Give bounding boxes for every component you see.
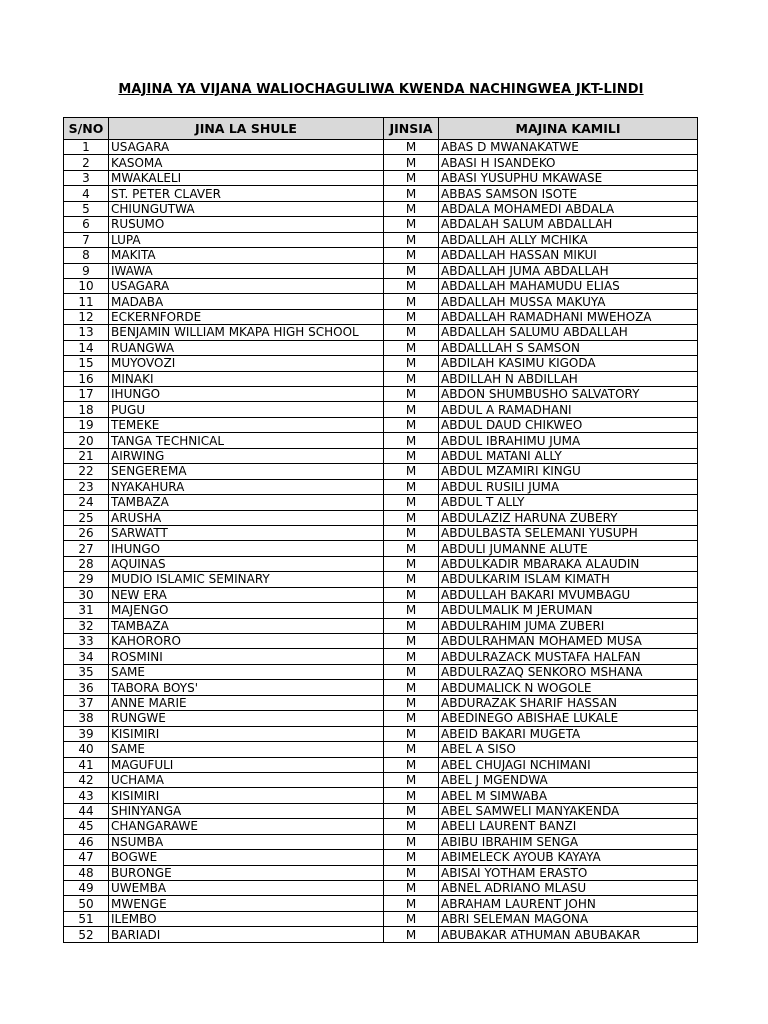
table-row [64,695,698,710]
header-school: JINA LA SHULE [109,118,384,140]
table-row [64,340,698,355]
cell-sno: 51 [64,911,109,926]
cell-school: TAMBAZA [109,495,384,510]
cell-gender: M [384,881,439,896]
cell-school: ANNE MARIE [109,695,384,710]
cell-full-name: ABDULMALIK M JERUMAN [439,603,698,618]
cell-gender: M [384,263,439,278]
table-row [64,371,698,386]
cell-school: BENJAMIN WILLIAM MKAPA HIGH SCHOOL [109,325,384,340]
cell-gender: M [384,371,439,386]
cell-sno: 37 [64,695,109,710]
table-row [64,140,698,155]
cell-school: KASOMA [109,155,384,170]
cell-full-name: ABDALA MOHAMEDI ABDALA [439,201,698,216]
table-row [64,881,698,896]
cell-sno: 42 [64,772,109,787]
cell-sno: 5 [64,201,109,216]
cell-full-name: ABBAS SAMSON ISOTE [439,186,698,201]
table-row [64,618,698,633]
cell-sno: 39 [64,726,109,741]
cell-sno: 47 [64,850,109,865]
table-row [64,927,698,942]
cell-gender: M [384,387,439,402]
cell-school: RUSUMO [109,217,384,232]
cell-full-name: ABDURAZAK SHARIF HASSAN [439,695,698,710]
cell-sno: 10 [64,278,109,293]
cell-gender: M [384,865,439,880]
cell-school: SAME [109,664,384,679]
cell-school: SHINYANGA [109,803,384,818]
cell-school: SAME [109,742,384,757]
cell-full-name: ABEL A SISO [439,742,698,757]
cell-gender: M [384,850,439,865]
table-row [64,464,698,479]
table-body [64,140,698,943]
cell-school: MADABA [109,294,384,309]
cell-full-name: ABDUMALICK N WOGOLE [439,680,698,695]
table-row [64,587,698,602]
table-header-row [64,118,698,140]
table-row [64,525,698,540]
cell-school: SENGEREMA [109,464,384,479]
table-row [64,556,698,571]
table-row [64,325,698,340]
cell-full-name: ABEL CHUJAGI NCHIMANI [439,757,698,772]
cell-sno: 18 [64,402,109,417]
cell-sno: 27 [64,541,109,556]
table-row [64,263,698,278]
cell-sno: 44 [64,803,109,818]
cell-sno: 9 [64,263,109,278]
cell-school: NEW ERA [109,587,384,602]
table-row [64,788,698,803]
cell-school: MWAKALELI [109,170,384,185]
cell-sno: 29 [64,572,109,587]
cell-sno: 15 [64,356,109,371]
table-row [64,402,698,417]
cell-school: PUGU [109,402,384,417]
table-row [64,680,698,695]
cell-gender: M [384,788,439,803]
cell-gender: M [384,402,439,417]
cell-full-name: ABDULI JUMANNE ALUTE [439,541,698,556]
students-table [63,117,698,943]
cell-gender: M [384,140,439,155]
cell-sno: 8 [64,248,109,263]
cell-school: KAHORORO [109,634,384,649]
cell-school: KISIMIRI [109,788,384,803]
cell-gender: M [384,417,439,432]
cell-school: UCHAMA [109,772,384,787]
cell-full-name: ABEL M SIMWABA [439,788,698,803]
cell-sno: 28 [64,556,109,571]
cell-sno: 43 [64,788,109,803]
cell-school: IHUNGO [109,541,384,556]
cell-full-name: ABIMELECK AYOUB KAYAYA [439,850,698,865]
cell-gender: M [384,309,439,324]
cell-sno: 11 [64,294,109,309]
table-row [64,294,698,309]
cell-sno: 2 [64,155,109,170]
cell-gender: M [384,448,439,463]
cell-school: TEMEKE [109,417,384,432]
cell-sno: 3 [64,170,109,185]
cell-gender: M [384,680,439,695]
table-row [64,803,698,818]
cell-gender: M [384,525,439,540]
cell-gender: M [384,186,439,201]
cell-gender: M [384,433,439,448]
cell-gender: M [384,232,439,247]
cell-school: AIRWING [109,448,384,463]
cell-full-name: ABDULRAHIM JUMA ZUBERI [439,618,698,633]
header-gender: JINSIA [384,118,439,140]
cell-full-name: ABDUL IBRAHIMU JUMA [439,433,698,448]
cell-gender: M [384,495,439,510]
cell-school: SARWATT [109,525,384,540]
cell-school: RUNGWE [109,711,384,726]
table-row [64,865,698,880]
cell-sno: 1 [64,140,109,155]
cell-full-name: ABDUL MATANI ALLY [439,448,698,463]
cell-gender: M [384,340,439,355]
cell-gender: M [384,587,439,602]
cell-gender: M [384,325,439,340]
cell-full-name: ABDULKADIR MBARAKA ALAUDIN [439,556,698,571]
cell-sno: 14 [64,340,109,355]
cell-full-name: ABDULLAH BAKARI MVUMBAGU [439,587,698,602]
cell-school: MAGUFULI [109,757,384,772]
table-row [64,772,698,787]
table-row [64,495,698,510]
cell-sno: 21 [64,448,109,463]
cell-sno: 6 [64,217,109,232]
cell-full-name: ABDILAH KASIMU KIGODA [439,356,698,371]
cell-full-name: ABDUL T ALLY [439,495,698,510]
cell-gender: M [384,649,439,664]
cell-school: UWEMBA [109,881,384,896]
cell-full-name: ABRI SELEMAN MAGONA [439,911,698,926]
cell-school: MAKITA [109,248,384,263]
cell-gender: M [384,726,439,741]
cell-full-name: ABDILLAH N ABDILLAH [439,371,698,386]
table-row [64,664,698,679]
cell-school: TANGA TECHNICAL [109,433,384,448]
table-row [64,541,698,556]
cell-school: USAGARA [109,140,384,155]
cell-sno: 13 [64,325,109,340]
cell-gender: M [384,618,439,633]
cell-sno: 52 [64,927,109,942]
table-row [64,819,698,834]
cell-full-name: ABDALLLAH S SAMSON [439,340,698,355]
cell-school: IHUNGO [109,387,384,402]
cell-gender: M [384,170,439,185]
cell-sno: 38 [64,711,109,726]
table-row [64,155,698,170]
cell-gender: M [384,834,439,849]
cell-full-name: ABDUL MZAMIRI KINGU [439,464,698,479]
cell-sno: 23 [64,479,109,494]
cell-sno: 24 [64,495,109,510]
cell-sno: 20 [64,433,109,448]
table-row [64,387,698,402]
cell-gender: M [384,510,439,525]
cell-sno: 46 [64,834,109,849]
cell-sno: 19 [64,417,109,432]
cell-sno: 22 [64,464,109,479]
cell-gender: M [384,356,439,371]
cell-full-name: ABNEL ADRIANO MLASU [439,881,698,896]
cell-sno: 33 [64,634,109,649]
cell-gender: M [384,278,439,293]
cell-school: NYAKAHURA [109,479,384,494]
cell-full-name: ABDALLAH RAMADHANI MWEHOZA [439,309,698,324]
table-row [64,757,698,772]
table-row [64,711,698,726]
cell-full-name: ABDULRAZAQ SENKORO MSHANA [439,664,698,679]
cell-full-name: ABDALLAH HASSAN MIKUI [439,248,698,263]
cell-school: KISIMIRI [109,726,384,741]
cell-gender: M [384,772,439,787]
cell-full-name: ABEDINEGO ABISHAE LUKALE [439,711,698,726]
table-row [64,201,698,216]
cell-full-name: ABDULKARIM ISLAM KIMATH [439,572,698,587]
cell-gender: M [384,803,439,818]
cell-full-name: ABDULBASTA SELEMANI YUSUPH [439,525,698,540]
cell-school: TABORA BOYS' [109,680,384,695]
table-row [64,634,698,649]
cell-sno: 40 [64,742,109,757]
cell-sno: 32 [64,618,109,633]
cell-gender: M [384,911,439,926]
table-row [64,850,698,865]
cell-full-name: ABASI YUSUPHU MKAWASE [439,170,698,185]
table-row [64,603,698,618]
cell-gender: M [384,556,439,571]
cell-gender: M [384,541,439,556]
cell-full-name: ABDUL RUSILI JUMA [439,479,698,494]
header-sno: S/NO [64,118,109,140]
cell-full-name: ABELI LAURENT BANZI [439,819,698,834]
cell-full-name: ABEL J MGENDWA [439,772,698,787]
cell-full-name: ABDALLAH SALUMU ABDALLAH [439,325,698,340]
cell-full-name: ABDALAH SALUM ABDALLAH [439,217,698,232]
table-row [64,726,698,741]
cell-sno: 48 [64,865,109,880]
cell-school: TAMBAZA [109,618,384,633]
table-row [64,248,698,263]
cell-full-name: ABEL SAMWELI MANYAKENDA [439,803,698,818]
table-row [64,479,698,494]
table-row [64,448,698,463]
cell-school: ST. PETER CLAVER [109,186,384,201]
cell-sno: 17 [64,387,109,402]
cell-sno: 49 [64,881,109,896]
cell-full-name: ABUBAKAR ATHUMAN ABUBAKAR [439,927,698,942]
cell-school: NSUMBA [109,834,384,849]
table-row [64,742,698,757]
cell-full-name: ABDUL A RAMADHANI [439,402,698,417]
cell-sno: 26 [64,525,109,540]
table-row [64,278,698,293]
cell-full-name: ABISAI YOTHAM ERASTO [439,865,698,880]
cell-school: CHANGARAWE [109,819,384,834]
cell-sno: 36 [64,680,109,695]
cell-school: ARUSHA [109,510,384,525]
cell-school: USAGARA [109,278,384,293]
table-row [64,510,698,525]
cell-gender: M [384,248,439,263]
table-row [64,911,698,926]
cell-gender: M [384,695,439,710]
table-row [64,217,698,232]
cell-sno: 7 [64,232,109,247]
cell-full-name: ABDALLAH MAHAMUDU ELIAS [439,278,698,293]
cell-school: ECKERNFORDE [109,309,384,324]
cell-sno: 16 [64,371,109,386]
cell-gender: M [384,634,439,649]
cell-gender: M [384,603,439,618]
cell-sno: 35 [64,664,109,679]
cell-gender: M [384,464,439,479]
table-row [64,232,698,247]
cell-full-name: ABDALLAH ALLY MCHIKA [439,232,698,247]
table-row [64,186,698,201]
cell-school: ROSMINI [109,649,384,664]
cell-school: ILEMBO [109,911,384,926]
cell-full-name: ABDON SHUMBUSHO SALVATORY [439,387,698,402]
cell-gender: M [384,711,439,726]
cell-school: BARIADI [109,927,384,942]
cell-full-name: ABDULAZIZ HARUNA ZUBERY [439,510,698,525]
cell-full-name: ABRAHAM LAURENT JOHN [439,896,698,911]
cell-gender: M [384,757,439,772]
table-row [64,309,698,324]
cell-full-name: ABDALLAH JUMA ABDALLAH [439,263,698,278]
cell-gender: M [384,896,439,911]
cell-school: MWENGE [109,896,384,911]
cell-school: BURONGE [109,865,384,880]
cell-sno: 25 [64,510,109,525]
cell-gender: M [384,819,439,834]
table-row [64,834,698,849]
cell-sno: 45 [64,819,109,834]
cell-school: MINAKI [109,371,384,386]
cell-school: BOGWE [109,850,384,865]
cell-gender: M [384,155,439,170]
cell-full-name: ABIBU IBRAHIM SENGA [439,834,698,849]
cell-full-name: ABASI H ISANDEKO [439,155,698,170]
cell-sno: 34 [64,649,109,664]
table-row [64,572,698,587]
cell-school: IWAWA [109,263,384,278]
cell-gender: M [384,294,439,309]
cell-gender: M [384,217,439,232]
cell-full-name: ABDULRAHMAN MOHAMED MUSA [439,634,698,649]
header-full-name: MAJINA KAMILI [439,118,698,140]
cell-school: LUPA [109,232,384,247]
cell-sno: 41 [64,757,109,772]
cell-sno: 4 [64,186,109,201]
table-row [64,170,698,185]
cell-full-name: ABEID BAKARI MUGETA [439,726,698,741]
cell-sno: 31 [64,603,109,618]
cell-sno: 12 [64,309,109,324]
table-row [64,896,698,911]
cell-sno: 30 [64,587,109,602]
cell-school: CHIUNGUTWA [109,201,384,216]
table-row [64,356,698,371]
cell-school: MUYOVOZI [109,356,384,371]
cell-full-name: ABDUL DAUD CHIKWEO [439,417,698,432]
cell-gender: M [384,664,439,679]
cell-gender: M [384,927,439,942]
cell-full-name: ABDALLAH MUSSA MAKUYA [439,294,698,309]
document-title: MAJINA YA VIJANA WALIOCHAGULIWA KWENDA NACHINGWEA JKT-LINDI [118,82,644,97]
cell-full-name: ABDULRAZACK MUSTAFA HALFAN [439,649,698,664]
cell-school: MAJENGO [109,603,384,618]
cell-school: AQUINAS [109,556,384,571]
cell-sno: 50 [64,896,109,911]
cell-gender: M [384,742,439,757]
table-row [64,649,698,664]
cell-gender: M [384,479,439,494]
table-row [64,417,698,432]
table-row [64,433,698,448]
cell-gender: M [384,572,439,587]
cell-gender: M [384,201,439,216]
cell-school: RUANGWA [109,340,384,355]
cell-full-name: ABAS D MWANAKATWE [439,140,698,155]
cell-school: MUDIO ISLAMIC SEMINARY [109,572,384,587]
